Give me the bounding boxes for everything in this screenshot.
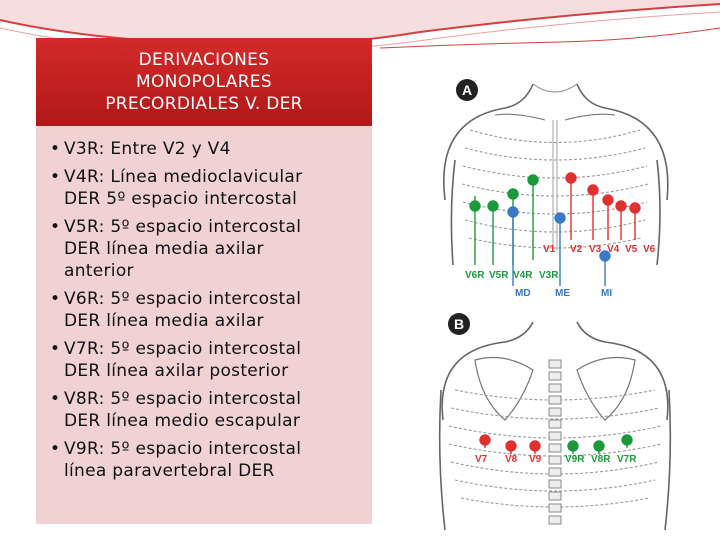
lead-label-v7: V7 [475,454,488,465]
content-box [36,126,372,524]
lead-label-v5r: V5R [489,270,509,281]
lead-label-v9r: V9R [565,454,585,465]
bullet-item-v9r [50,438,372,482]
lead-label-v8r: V8R [591,454,611,465]
bullet-text-cont: DER 5º espacio intercostal [64,189,298,209]
lead-label-v2: V2 [570,244,583,255]
lead-label-v1: V1 [543,244,556,255]
panel-a-chest-front [444,79,668,299]
lead-label-v6r: V6R [465,270,485,281]
bullet-list [36,126,372,482]
ribcage-front [462,114,648,250]
bullet-item-v4r [50,166,372,210]
bullet-item-v8r [50,388,372,432]
torso-outline-front [444,84,668,265]
bullet-text: • V9R: 5º espacio intercostal [64,439,302,459]
title-line-1: DERIVACIONES [138,50,270,70]
lead-label-v7r: V7R [617,454,637,465]
bullet-text: • V5R: 5º espacio intercostal [64,217,302,237]
lead-label-md: MD [515,288,531,299]
bullet-text-cont: DER línea media axilar [64,311,264,331]
bullet-item-v5r [50,216,372,282]
lead-label-v4: V4 [607,244,620,255]
lead-label-v5: V5 [625,244,638,255]
bullet-text: • V8R: 5º espacio intercostal [64,389,302,409]
bullet-item-v7r [50,338,372,382]
spine [549,360,561,524]
panel-a-badge-label: A [461,82,473,98]
lead-label-me: ME [555,288,570,299]
lead-label-v8: V8 [505,454,518,465]
neck-line [533,84,577,92]
left-scapula [475,358,533,420]
title-line-3: PRECORDIALES V. DER [105,94,303,114]
right-chest-electrodes [470,175,538,265]
bullet-text-cont: DER línea media axilar anterior [64,239,264,281]
panel-b-badge-label: B [453,316,465,332]
panel-b-chest-back [440,313,671,530]
right-scapula [577,358,635,420]
bullet-text-cont: DER línea medio escapular [64,411,301,431]
bullet-text: • V3R: Entre V2 y V4 [64,139,231,159]
lead-label-v3r: V3R [539,270,559,281]
bullet-item-v6r [50,288,372,332]
lead-label-v6: V6 [643,244,656,255]
lead-label-v3: V3 [589,244,602,255]
lead-label-v4r: V4R [513,270,533,281]
ecg-electrode-diagram [405,60,705,538]
lead-label-mi: MI [601,288,613,299]
bullet-text-cont: DER línea axilar posterior [64,361,289,381]
bullet-text-cont: línea paravertebral DER [64,461,275,481]
right-back-electrodes [568,435,632,454]
title-line-2: MONOPOLARES [136,72,272,92]
bullet-item-v3r [50,138,372,160]
lead-label-v9: V9 [529,454,542,465]
title-box [36,38,372,126]
bullet-text: • V7R: 5º espacio intercostal [64,339,302,359]
bullet-text: • V6R: 5º espacio intercostal [64,289,302,309]
bullet-text: • V4R: Línea medioclavicular [64,167,303,187]
